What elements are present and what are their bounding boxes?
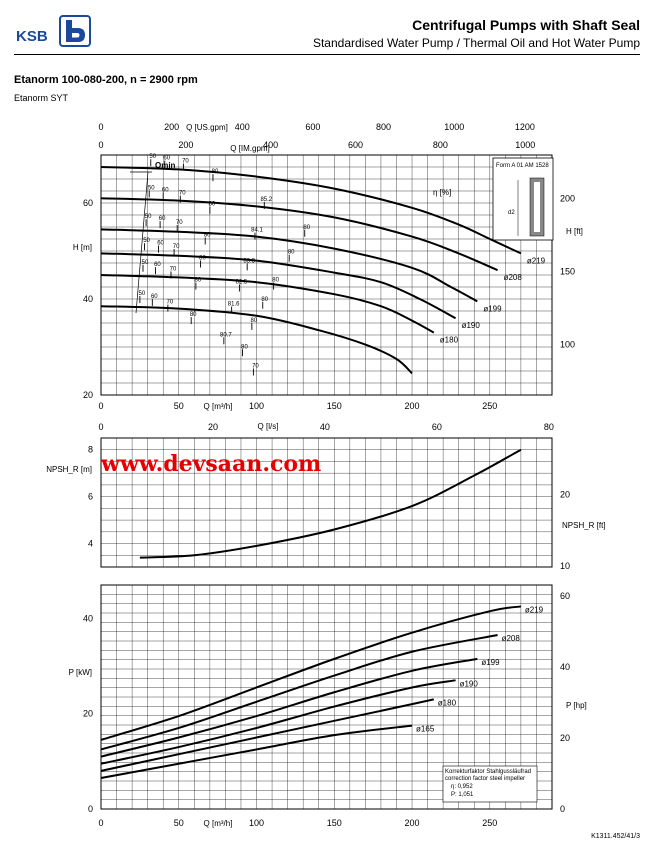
qmin-label: Qmin bbox=[155, 161, 176, 170]
eta-axis-label: η [%] bbox=[433, 188, 452, 197]
power-x-tick: 100 bbox=[249, 818, 265, 828]
power-curve-label: ø219 bbox=[524, 605, 544, 615]
power-curve-label: ø199 bbox=[481, 657, 500, 667]
eta-label: 70 bbox=[178, 190, 186, 197]
head-x-tick: 0 bbox=[98, 401, 104, 411]
head-curve-label: ø208 bbox=[503, 273, 522, 283]
eta-label: 50 bbox=[138, 291, 146, 297]
model-variant: Etanorm SYT bbox=[14, 93, 69, 103]
head-y-label: H [m] bbox=[72, 243, 92, 252]
eta-label: 80 bbox=[203, 232, 211, 239]
power-x-tick: 0 bbox=[98, 818, 104, 828]
imgpm-label: Q [IM.gpm] bbox=[230, 144, 270, 153]
eta-label: 80 bbox=[199, 255, 206, 262]
head-x-tick: 50 bbox=[173, 401, 184, 411]
npsh-y2-tick: 10 bbox=[560, 560, 571, 571]
head-series bbox=[101, 167, 546, 373]
power-curve-label: ø180 bbox=[437, 698, 457, 708]
power-curve-1 bbox=[101, 635, 498, 749]
eta-label: 83.3 bbox=[243, 258, 256, 265]
correction-eta: η: 0,952 bbox=[451, 784, 473, 790]
eta-label: 50 bbox=[147, 185, 155, 192]
power-y-tick: 0 bbox=[87, 804, 93, 814]
head-y2-label: H [ft] bbox=[566, 227, 583, 236]
eta-label: 80 bbox=[211, 169, 219, 176]
imgpm-tick: 800 bbox=[432, 140, 448, 150]
correction-box bbox=[443, 766, 537, 802]
npsh-y2-label: NPSH_R [ft] bbox=[562, 521, 606, 530]
ls-tick: 0 bbox=[98, 422, 104, 432]
eta-label: 60 bbox=[158, 216, 166, 223]
power-chart bbox=[69, 585, 587, 828]
eta-label: 70 bbox=[172, 243, 180, 250]
power-y-tick: 40 bbox=[82, 613, 93, 624]
eta-label: 82.5 bbox=[235, 279, 248, 286]
head-grid bbox=[101, 155, 552, 395]
power-y-label: P [kW] bbox=[68, 668, 92, 677]
imgpm-tick: 400 bbox=[263, 140, 279, 150]
head-y2-tick: 100 bbox=[560, 339, 576, 350]
eta-label: 70 bbox=[252, 363, 259, 370]
head-y2-tick: 150 bbox=[560, 266, 576, 277]
eta-label: 60 bbox=[161, 187, 169, 194]
eta-label: 80 bbox=[287, 249, 295, 256]
power-x-tick: 150 bbox=[326, 818, 342, 828]
head-curve-label: ø190 bbox=[461, 321, 480, 331]
head-x-tick: 150 bbox=[326, 401, 342, 411]
power-y2-tick: 40 bbox=[560, 661, 571, 672]
correction-sub: correction factor steel impeller bbox=[445, 776, 526, 782]
power-y2-tick: 60 bbox=[560, 590, 571, 601]
eta-label: 80 bbox=[303, 224, 311, 231]
npsh-y2-tick: 20 bbox=[560, 489, 571, 500]
eta-label: 85.2 bbox=[260, 196, 273, 203]
head-y-tick: 40 bbox=[82, 294, 93, 304]
power-curve-label: ø190 bbox=[459, 679, 478, 689]
eta-label: 80 bbox=[241, 344, 248, 351]
eta-label: 70 bbox=[182, 158, 189, 165]
eta-label: 80 bbox=[208, 201, 216, 208]
power-x-tick: 200 bbox=[404, 818, 420, 828]
power-curve-label: ø165 bbox=[416, 724, 435, 734]
power-y2-tick: 20 bbox=[560, 732, 571, 743]
power-curve-0 bbox=[101, 606, 521, 739]
imgpm-tick: 1000 bbox=[515, 140, 536, 150]
eta-label: 80.7 bbox=[220, 332, 232, 339]
power-curve-2 bbox=[101, 659, 477, 757]
npsh-y-tick: 6 bbox=[87, 491, 93, 502]
head-x-tick: 100 bbox=[249, 401, 265, 411]
eta-label: 60 bbox=[157, 240, 164, 247]
eta-label: 50 bbox=[149, 154, 157, 161]
usgpm-tick: 400 bbox=[234, 122, 250, 132]
ls-tick: 80 bbox=[543, 422, 554, 432]
inset-dim: d2 bbox=[508, 210, 515, 216]
eta-label: 80 bbox=[272, 277, 279, 284]
brand-text: KSB bbox=[16, 28, 48, 45]
model-name: Etanorm 100-080-200, n = 2900 rpm bbox=[14, 74, 198, 86]
head-curve-1 bbox=[101, 198, 498, 270]
eta-label: 60 bbox=[150, 293, 158, 300]
power-y-tick: 20 bbox=[82, 708, 93, 719]
power-y2-label: P [hp] bbox=[566, 701, 587, 710]
usgpm-tick: 800 bbox=[376, 122, 392, 132]
ls-tick: 20 bbox=[207, 422, 218, 432]
eta-label: 70 bbox=[166, 299, 174, 306]
power-series bbox=[101, 605, 544, 778]
eta-label: 50 bbox=[141, 259, 149, 266]
head-curve-0 bbox=[101, 167, 521, 253]
power-x-tick: 50 bbox=[173, 818, 184, 828]
eta-label: 81.6 bbox=[227, 301, 240, 308]
power-curve-label: ø208 bbox=[501, 634, 520, 644]
eta-label: 80 bbox=[194, 277, 202, 284]
head-y2-tick: 200 bbox=[560, 193, 576, 204]
usgpm-label: Q [US.gpm] bbox=[186, 123, 228, 132]
eta-label: 70 bbox=[175, 219, 183, 226]
npsh-y-tick: 8 bbox=[87, 444, 93, 455]
head-x-label: Q [m³/h] bbox=[203, 402, 233, 411]
eta-label: 60 bbox=[163, 155, 171, 162]
head-y-tick: 60 bbox=[82, 198, 93, 208]
usgpm-tick: 600 bbox=[305, 122, 321, 132]
inset-label: Form A 01 AM 1528 bbox=[496, 163, 549, 169]
imgpm-tick: 0 bbox=[98, 140, 104, 150]
eta-label: 84.1 bbox=[251, 227, 263, 234]
impeller-inset bbox=[493, 158, 553, 240]
power-x-label: Q [m³/h] bbox=[203, 819, 233, 828]
ls-label: Q [l/s] bbox=[257, 422, 279, 431]
eta-label: 70 bbox=[169, 266, 177, 273]
eta-label: 80 bbox=[189, 312, 197, 319]
correction-p: P: 1,051 bbox=[451, 792, 474, 798]
power-curve-3 bbox=[101, 680, 456, 763]
ls-tick: 60 bbox=[431, 422, 442, 432]
ls-tick: 40 bbox=[319, 422, 330, 432]
head-curve-label: ø180 bbox=[439, 335, 459, 345]
eta-label: 50 bbox=[144, 214, 152, 221]
eta-label: 80 bbox=[261, 296, 269, 303]
head-y-tick: 20 bbox=[82, 390, 93, 400]
eta-label: 80 bbox=[250, 317, 258, 324]
usgpm-tick: 200 bbox=[164, 122, 180, 132]
head-curve-label: ø219 bbox=[526, 256, 546, 266]
head-chart bbox=[73, 122, 583, 432]
watermark: www.devsaan.com bbox=[101, 451, 322, 477]
usgpm-tick: 0 bbox=[98, 122, 104, 132]
head-x-tick: 250 bbox=[482, 401, 498, 411]
head-x-tick: 200 bbox=[404, 401, 420, 411]
page-title: Centrifugal Pumps with Shaft Seal bbox=[412, 17, 640, 33]
eta-label: 50 bbox=[143, 238, 150, 245]
usgpm-tick: 1000 bbox=[444, 122, 465, 132]
drawing-code: K1311.452/41/3 bbox=[591, 833, 640, 840]
eta-label: 60 bbox=[154, 262, 161, 269]
usgpm-tick: 1200 bbox=[514, 122, 535, 132]
imgpm-tick: 200 bbox=[178, 140, 194, 150]
head-curve-label: ø199 bbox=[483, 304, 502, 314]
correction-title: Korrekturfaktor Stahlgussläufrad bbox=[445, 769, 532, 775]
npsh-y-tick: 4 bbox=[87, 538, 93, 549]
imgpm-tick: 600 bbox=[348, 140, 364, 150]
power-x-tick: 250 bbox=[482, 818, 498, 828]
power-y2-tick: 0 bbox=[560, 804, 566, 814]
npsh-y-label: NPSH_R [m] bbox=[46, 465, 92, 474]
page-subtitle: Standardised Water Pump / Thermal Oil and Hot Water Pump bbox=[312, 36, 640, 50]
